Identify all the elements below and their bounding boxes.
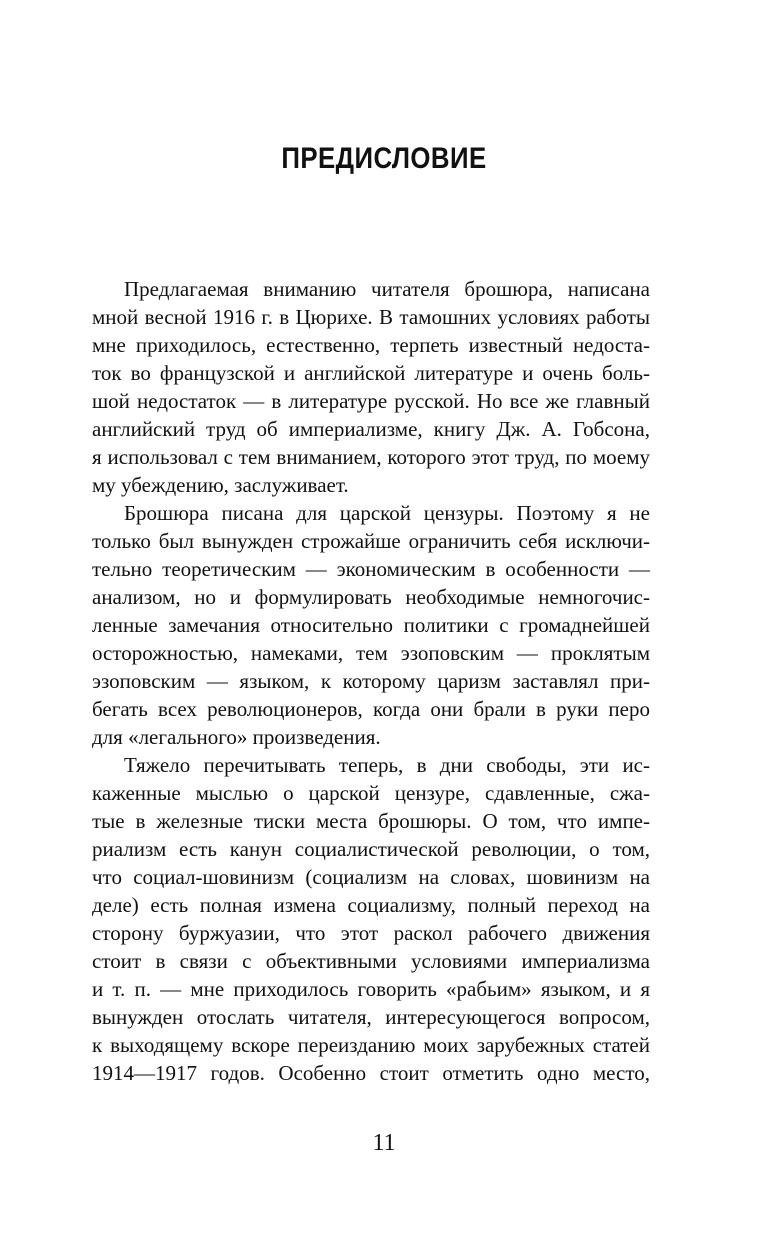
text-line: анализом, но и формулировать необходимые немногочис- [92, 585, 650, 609]
page-title: ПРЕДИСЛОВИЕ [281, 142, 487, 175]
text-line: я использовал с тем вниманием, которого этот труд, по моему [92, 445, 650, 469]
text-line: стоит в связи с объективными условиями империализма [92, 949, 650, 973]
text-line: что социал-шовинизм (социализм на словах, шовинизм на [92, 865, 650, 889]
text-line: каженные мыслью о царской цензуре, сдавленные, сжа- [92, 781, 650, 805]
text-line: к выходящему вскоре переизданию моих зарубежных статей [92, 1033, 650, 1057]
text-line: осторожностью, намеками, тем эзоповским — проклятым [92, 641, 650, 665]
text-line: деле) есть полная измена социализму, полный переход на [92, 893, 650, 917]
text-line: бегать всех революционеров, когда они брали в руки перо [92, 697, 650, 721]
text-line: Тяжело перечитывать теперь, в дни свободы, эти ис- [124, 753, 650, 777]
text-line: ток во французской и английской литературе и очень боль- [92, 361, 650, 385]
text-line: Предлагаемая вниманию читателя брошюра, написана [124, 277, 650, 301]
text-line: и т. п. — мне приходилось говорить «рабьим» языком, и я [92, 977, 650, 1001]
text-line: английский труд об империализме, книгу Дж. А. Гобсона, [92, 417, 650, 441]
text-line: шой недостаток — в литературе русской. Но все же главный [92, 389, 650, 413]
text-line: для «легального» произведения. [92, 725, 381, 749]
text-line: вынужден отослать читателя, интересующегося вопросом, [92, 1005, 650, 1029]
text-line: тельно теоретическим — экономическим в особенности — [92, 557, 650, 581]
page-number: 11 [372, 1130, 396, 1156]
text-line: Брошюра писана для царской цензуры. Поэтому я не [124, 501, 650, 525]
text-line: тые в железные тиски места брошюры. О том, что импе- [92, 809, 650, 833]
text-line: мне приходилось, естественно, терпеть известный недоста- [92, 333, 650, 357]
text-line: риализм есть канун социалистической революции, о том, [92, 837, 650, 861]
text-line: только был вынужден строжайше ограничить себя исключи- [92, 529, 650, 553]
text-line: ленные замечания относительно политики с громаднейшей [92, 613, 650, 637]
text-line: мной весной 1916 г. в Цюрихе. В тамошних условиях работы [92, 305, 650, 329]
body-text [92, 275, 650, 1087]
text-line: сторону буржуазии, что этот раскол рабочего движения [92, 921, 650, 945]
text-line: 1914—1917 годов. Особенно стоит отметить одно место, [92, 1061, 650, 1085]
text-line: эзоповским — языком, к которому царизм заставлял при- [92, 669, 650, 693]
text-line: му убеждению, заслуживает. [92, 473, 349, 497]
